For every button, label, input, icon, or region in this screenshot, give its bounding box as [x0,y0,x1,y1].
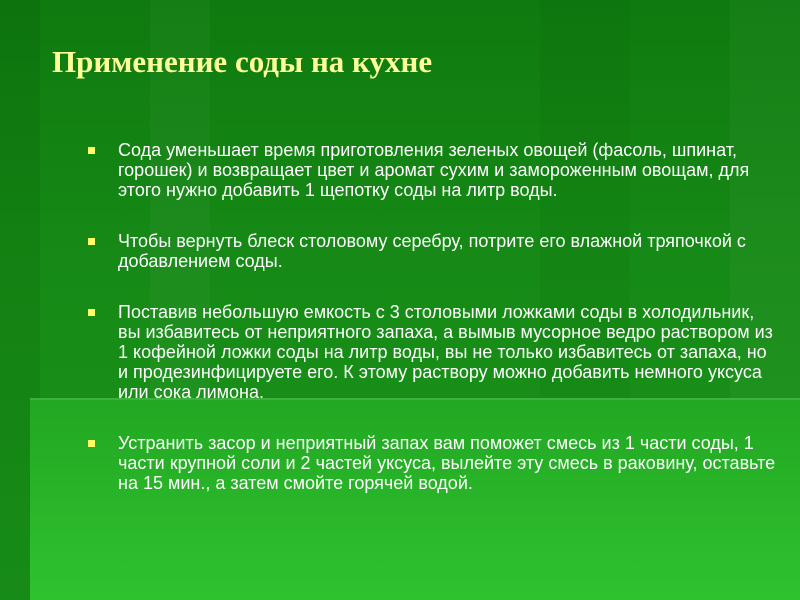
bullet-list [88,140,778,524]
square-bullet-icon [88,147,95,154]
square-bullet-icon [88,309,95,316]
bullet-item [88,302,778,402]
bullet-item [88,140,778,200]
bullet-text: Поставив небольшую емкость с 3 столовыми ложками соды в холодильник, вы избавитесь от неприятного запаха, а вымыв мусорное ведро раствором из 1 кофейной ложки соды на литр воды, вы не только избавитесь от запаха, но и продезинфицируете его. К этому раствору можно добавить немного уксуса или сока лимона. [118,302,773,402]
bullet-item [88,231,778,271]
bullet-text: Сода уменьшает время приготовления зеленых овощей (фасоль, шпинат, горошек) и возвращает цвет и аромат сухим и замороженным овощам, для этого нужно добавить 1 щепотку соды на литр воды. [118,140,750,200]
slide-title: Применение соды на кухне [52,44,433,79]
square-bullet-icon [88,238,95,245]
bullet-item [88,433,778,493]
square-bullet-icon [88,440,95,447]
bullet-text: Устранить засор и неприятный запах вам поможет смесь из 1 части соды, 1 части крупной соли и 2 частей уксуса, вылейте эту смесь в раковину, оставьте на 15 мин., а затем смойте горячей водой. [118,433,776,493]
bullet-text: Чтобы вернуть блеск столовому серебру, потрите его влажной тряпочкой с добавлением соды. [118,231,746,271]
